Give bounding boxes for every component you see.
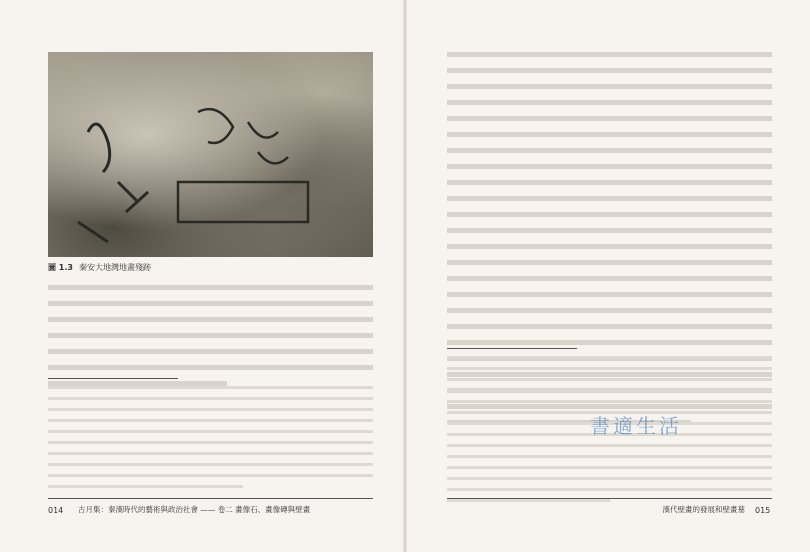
text-line [447,68,772,73]
footnote-line [447,444,772,447]
footnote-line [48,474,373,477]
footnote-line [48,386,373,389]
figure-photo [48,52,373,257]
mark-4 [248,122,288,163]
text-line [447,212,772,217]
figure-number: 圖 1.3 [48,263,73,272]
text-line [447,100,772,105]
text-line [447,308,772,313]
page-number: 014 [48,506,64,515]
figure-title: 秦安大地灣地畫殘跡 [78,263,151,272]
mark-1 [88,124,110,172]
footnote-line [447,466,772,469]
footnote-line [48,408,373,411]
watermark: 書適生活 [590,414,682,438]
text-line [48,301,373,306]
footnote-line [48,430,373,433]
text-line [447,196,772,201]
footnote-line [447,488,772,491]
left-body-text-area [48,285,373,397]
figure-caption [48,262,151,273]
text-line [447,260,772,265]
footnote-rule [48,378,178,379]
text-line [447,164,772,169]
bottom-rule [48,498,373,499]
footnote-line [447,367,772,370]
footnote-line [447,400,772,403]
page-number: 015 [755,506,771,515]
footnote-line [447,378,772,381]
footnote-line [447,356,772,359]
footnote-line [48,419,373,422]
footnote-line [48,441,373,444]
text-line [447,52,772,57]
text-line [447,84,772,89]
footnote-rule [447,348,577,349]
footnote-line [447,477,772,480]
text-line [447,340,772,345]
text-line [447,324,772,329]
text-line [447,276,772,281]
text-line [447,148,772,153]
footnote-line [447,455,772,458]
text-line [48,317,373,322]
right-page [405,0,810,552]
text-line [447,244,772,249]
footnote-line [447,389,772,392]
bottom-rule [447,498,772,499]
text-line [447,132,772,137]
footnote-line [48,463,373,466]
running-head: 古月集：秦漢時代的藝術與政治社會 —— 卷二 畫像石、畫像磚與壁畫 [78,505,311,514]
footnote-line [48,452,373,455]
photo-marks [48,52,373,257]
text-line [447,228,772,233]
mark-5 [178,182,308,222]
text-line [447,180,772,185]
text-line [447,292,772,297]
footnote-line [48,397,373,400]
text-line [447,116,772,121]
text-line [48,349,373,354]
text-line [48,333,373,338]
footnote-line [447,499,610,502]
text-line [48,365,373,370]
mark-2 [118,182,148,212]
text-line [48,285,373,290]
mark-3 [198,109,233,143]
mark-6 [78,222,108,242]
left-footnotes-area [48,386,373,496]
running-head: 漢代壁畫的發展和壁畫墓 [662,505,745,514]
footnote-line [48,485,243,488]
